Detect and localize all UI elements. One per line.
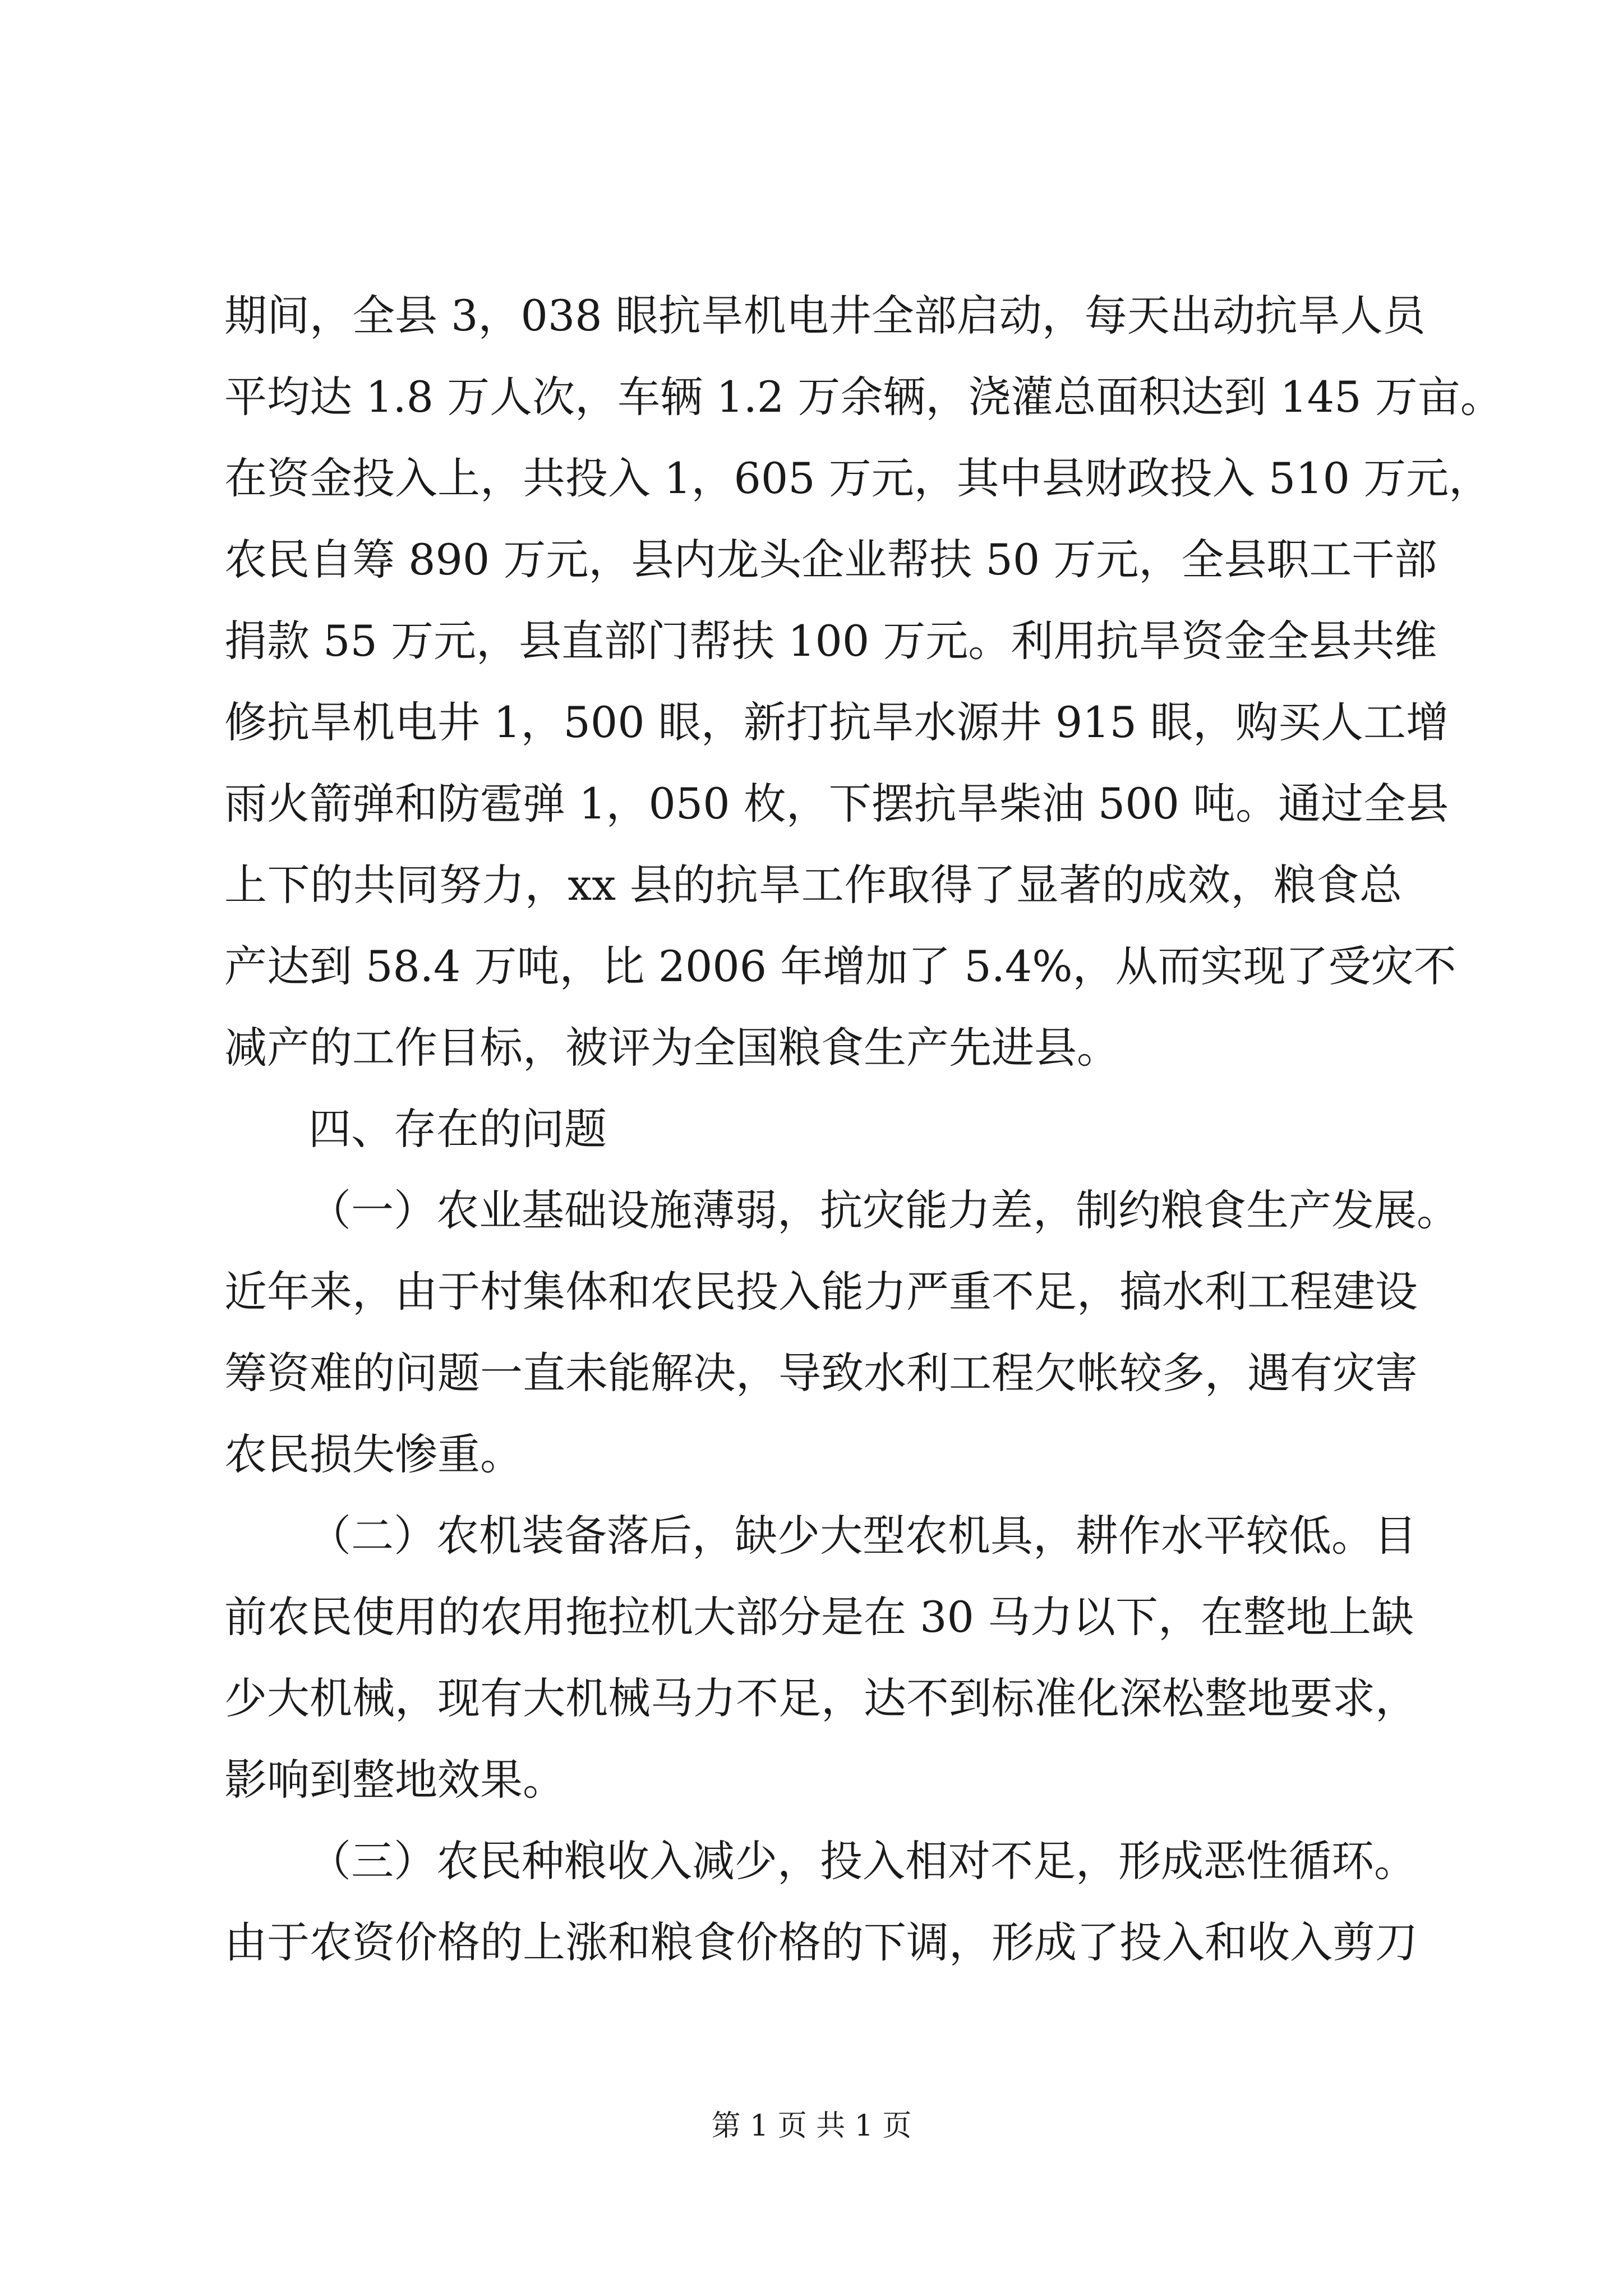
text-line: 由于农资价格的上涨和粮食价格的下调，形成了投入和收入剪刀	[224, 1917, 1418, 1967]
text-line: 上下的共同努力，xx 县的抗旱工作取得了显著的成效，粮食总	[224, 860, 1402, 910]
text-line: 农民损失惨重。	[224, 1429, 523, 1479]
text-line: 少大机械，现有大机械马力不足，达不到标准化深松整地要求，	[224, 1673, 1418, 1723]
page-footer	[0, 2106, 1623, 2146]
document-body	[224, 275, 1503, 1983]
paragraph-first-line: （一）农业基础设施薄弱，抗灾能力差，制约粮食生产发展。	[308, 1185, 1459, 1235]
text-line: 平均达 1.8 万人次，车辆 1.2 万余辆，浇灌总面积达到 145 万亩。	[224, 372, 1503, 422]
paragraph-first-line: （三）农民种粮收入减少，投入相对不足，形成恶性循环。	[308, 1836, 1417, 1886]
text-line: 产达到 58.4 万吨，比 2006 年增加了 5.4%，从而实现了受灾不	[224, 941, 1456, 991]
text-line: 雨火箭弹和防雹弹 1，050 枚，下摆抗旱柴油 500 吨。通过全县	[224, 779, 1449, 829]
text-line: 期间，全县 3，038 眼抗旱机电井全部启动，每天出动抗旱人员	[224, 291, 1426, 341]
text-line: 农民自筹 890 万元，县内龙头企业帮扶 50 万元，全县职工干部	[224, 535, 1437, 585]
text-line: 修抗旱机电井 1，500 眼，新打抗旱水源井 915 眼，购买人工增	[224, 697, 1449, 747]
section-heading: 四、存在的问题	[308, 1104, 607, 1154]
text-line: 减产的工作目标，被评为全国粮食生产先进县。	[224, 1023, 1119, 1073]
text-line: 近年来，由于村集体和农民投入能力严重不足，搞水利工程建设	[224, 1267, 1418, 1317]
text-line: 捐款 55 万元，县直部门帮扶 100 万元。利用抗旱资金全县共维	[224, 616, 1437, 666]
paragraph-first-line: （二）农机装备落后，缺少大型农机具，耕作水平较低。目	[308, 1511, 1417, 1561]
text-line: 筹资难的问题一直未能解决，导致水利工程欠帐较多，遇有灾害	[224, 1348, 1418, 1398]
text-line: 在资金投入上，共投入 1，605 万元，其中县财政投入 510 万元，	[224, 453, 1492, 503]
text-line: 前农民使用的农用拖拉机大部分是在 30 马力以下，在整地上缺	[224, 1592, 1414, 1642]
page-number: 第 1 页 共 1 页	[711, 2109, 912, 2143]
text-line: 影响到整地效果。	[224, 1755, 565, 1805]
